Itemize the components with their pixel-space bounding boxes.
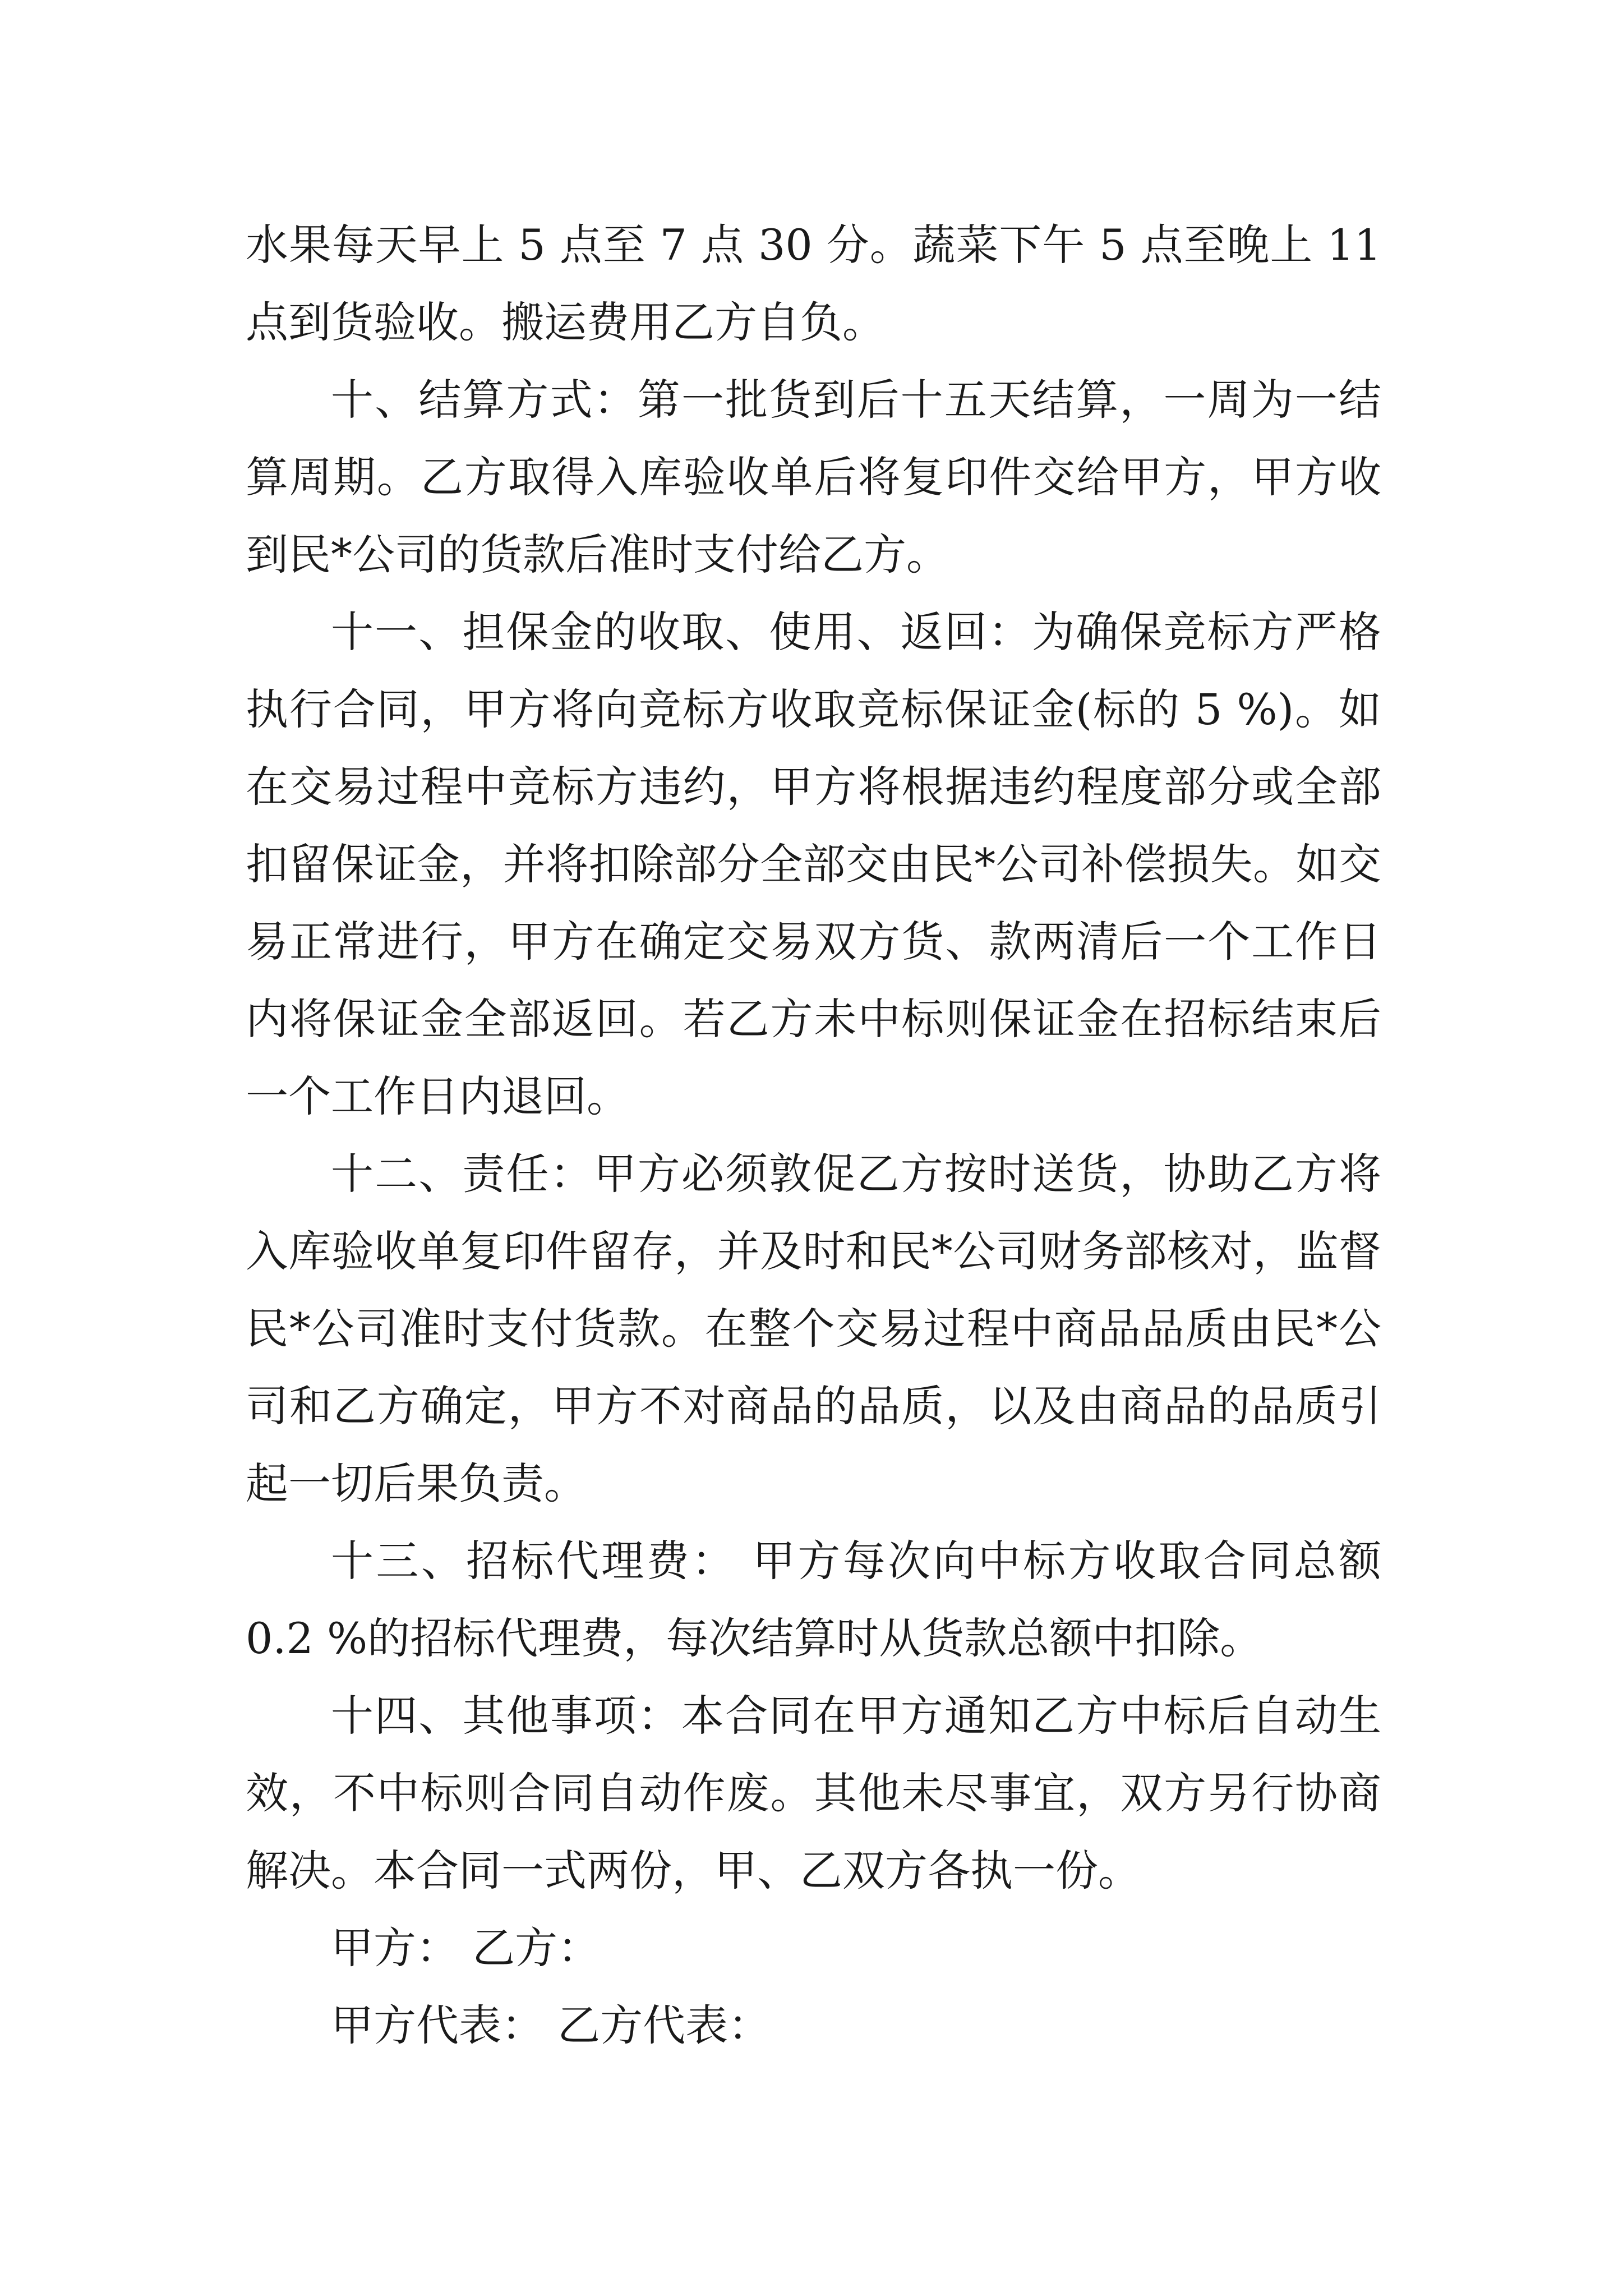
signature-representatives: 甲方代表： 乙方代表： xyxy=(331,2000,771,2050)
paragraph-delivery-time: 水果每天早上 5 点至 7 点 30 分。蔬菜下午 5 点至晚上 11 点到货验收。搬运费用乙方自负。 xyxy=(246,220,1381,347)
signature-parties: 甲方： 乙方： xyxy=(331,1923,601,1973)
paragraph-settlement: 十、结算方式：第一批货到后十五天结算，一周为一结算周期。乙方取得入库验收单后将复印件交给甲方，甲方收到民*公司的货款后准时支付给乙方。 xyxy=(246,375,1381,579)
document-body xyxy=(246,206,1381,2064)
paragraph-deposit: 十一、担保金的收取、使用、返回：为确保竞标方严格执行合同，甲方将向竞标方收取竞标保证金(标的 5 %)。如在交易过程中竞标方违约，甲方将根据违约程度部分或全部扣留保证金，并将扣除部分全部交由民*公司补偿损失。如交易正常进行，甲方在确定交易双方货、款两清后一个工作日内将保证金全部返回。若乙方未中标则保证金在招标结束后一个工作日内退回。 xyxy=(246,607,1381,1121)
paragraph-other-matters: 十四、其他事项：本合同在甲方通知乙方中标后自动生效，不中标则合同自动作废。其他未尽事宜，双方另行协商解决。本合同一式两份，甲、乙双方各执一份。 xyxy=(246,1691,1381,1895)
paragraph-responsibility: 十二、责任：甲方必须敦促乙方按时送货，协助乙方将入库验收单复印件留存，并及时和民*公司财务部核对，监督民*公司准时支付货款。在整个交易过程中商品品质由民*公司和乙方确定，甲方不对商品的品质，以及由商品的品质引起一切后果负责。 xyxy=(246,1149,1381,1508)
paragraph-agency-fee: 十三、招标代理费： 甲方每次向中标方收取合同总额 0.2 %的招标代理费，每次结算时从货款总额中扣除。 xyxy=(246,1536,1381,1663)
